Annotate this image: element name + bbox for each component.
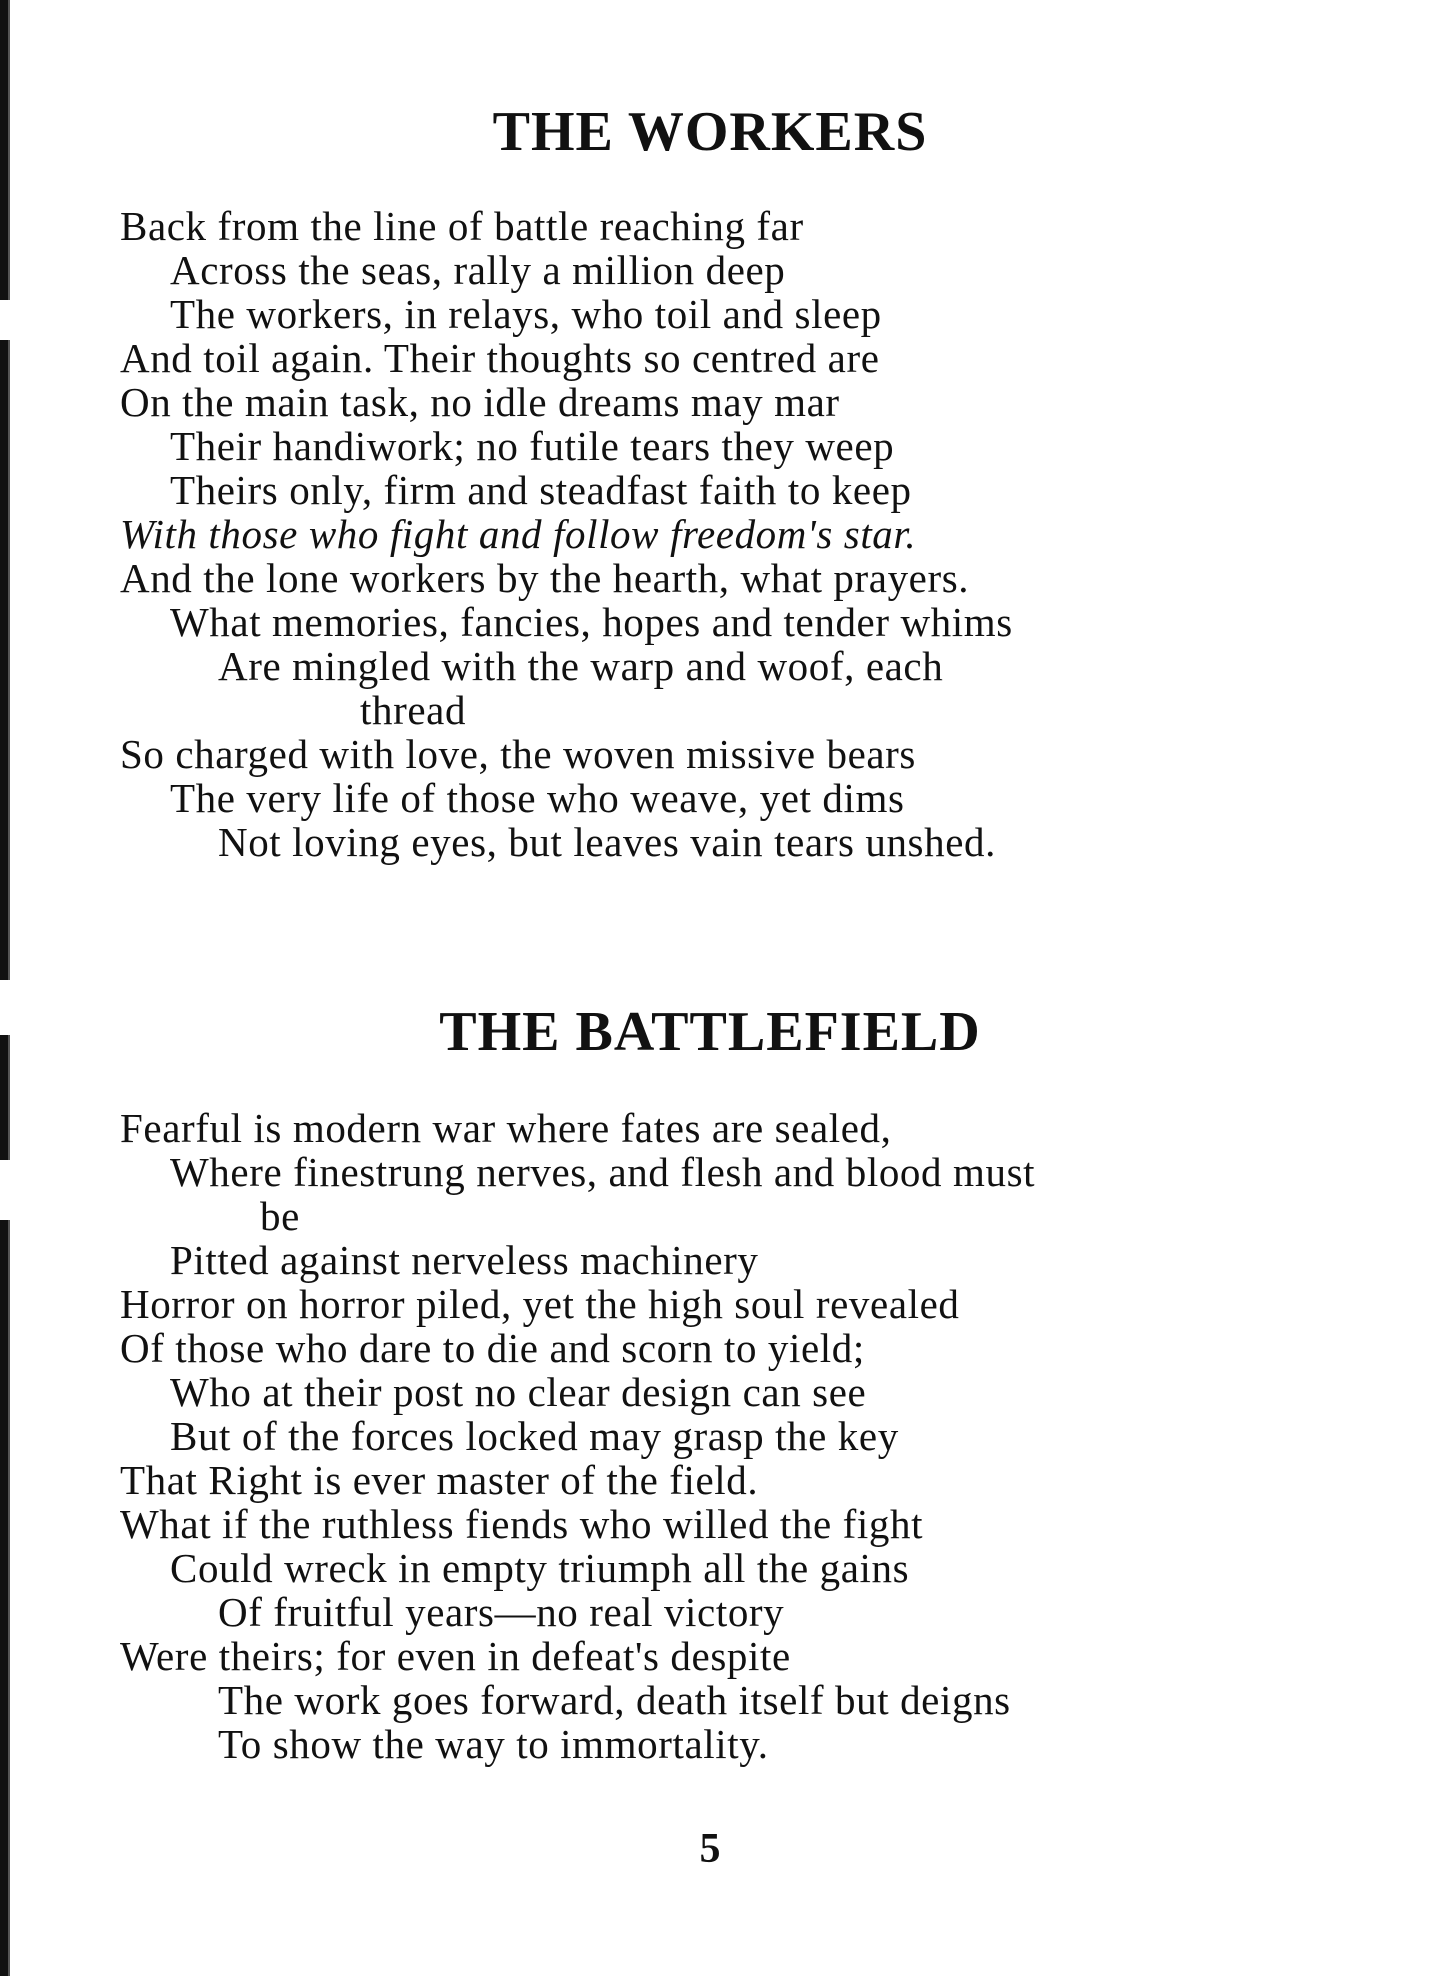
poem-line: Their handiwork; no futile tears they weep (170, 423, 895, 469)
poem-line: What if the ruthless fiends who willed the fight (120, 1501, 924, 1547)
poem-line: With those who fight and follow freedom's star. (120, 511, 917, 557)
poem-line: be (260, 1193, 300, 1239)
poem-body-the-battlefield (120, 1106, 1340, 1766)
poem-line: So charged with love, the woven missive bears (120, 731, 916, 777)
poem-line: Back from the line of battle reaching far (120, 203, 804, 249)
poem-line: Where finestrung nerves, and flesh and blood must (170, 1149, 1036, 1195)
poem-line: Across the seas, rally a million deep (170, 247, 786, 293)
poem-line: The very life of those who weave, yet dims (170, 775, 905, 821)
binding-gap (0, 300, 13, 340)
poem-line: To show the way to immortality. (218, 1721, 769, 1767)
binding-gap (0, 1160, 13, 1220)
poem-line: Theirs only, firm and steadfast faith to keep (170, 467, 912, 513)
poem-line: Horror on horror piled, yet the high soul revealed (120, 1281, 960, 1327)
poem-line: Pitted against nerveless machinery (170, 1237, 759, 1283)
poem-line: Of fruitful years—no real victory (218, 1589, 785, 1635)
poem-line: On the main task, no idle dreams may mar (120, 379, 840, 425)
poem-body-the-workers (120, 204, 1340, 864)
book-page (120, 0, 1340, 1976)
binding-gap (0, 980, 13, 1035)
poem-line: Are mingled with the warp and woof, each (218, 643, 944, 689)
poem-line: Of those who dare to die and scorn to yield; (120, 1325, 865, 1371)
poem-line: But of the forces locked may grasp the key (170, 1413, 899, 1459)
poem-line: Not loving eyes, but leaves vain tears unshed. (218, 819, 996, 865)
poem-line: And the lone workers by the hearth, what prayers. (120, 555, 970, 601)
poem-title-the-battlefield: THE BATTLEFIELD (439, 1001, 981, 1063)
poem-line: Could wreck in empty triumph all the gains (170, 1545, 910, 1591)
poem-line: Fearful is modern war where fates are sealed, (120, 1105, 892, 1151)
poem-line: The workers, in relays, who toil and sleep (170, 291, 882, 337)
page-number: 5 (699, 1826, 721, 1872)
poem-line: What memories, fancies, hopes and tender whims (170, 599, 1013, 645)
poem-line: Were theirs; for even in defeat's despite (120, 1633, 791, 1679)
poem-line: Who at their post no clear design can see (170, 1369, 867, 1415)
poem-line: That Right is ever master of the field. (120, 1457, 759, 1503)
poem-line: And toil again. Their thoughts so centred are (120, 335, 880, 381)
poem-title-the-workers: THE WORKERS (492, 101, 928, 163)
poem-line: The work goes forward, death itself but deigns (218, 1677, 1011, 1723)
poem-line: thread (360, 687, 467, 733)
